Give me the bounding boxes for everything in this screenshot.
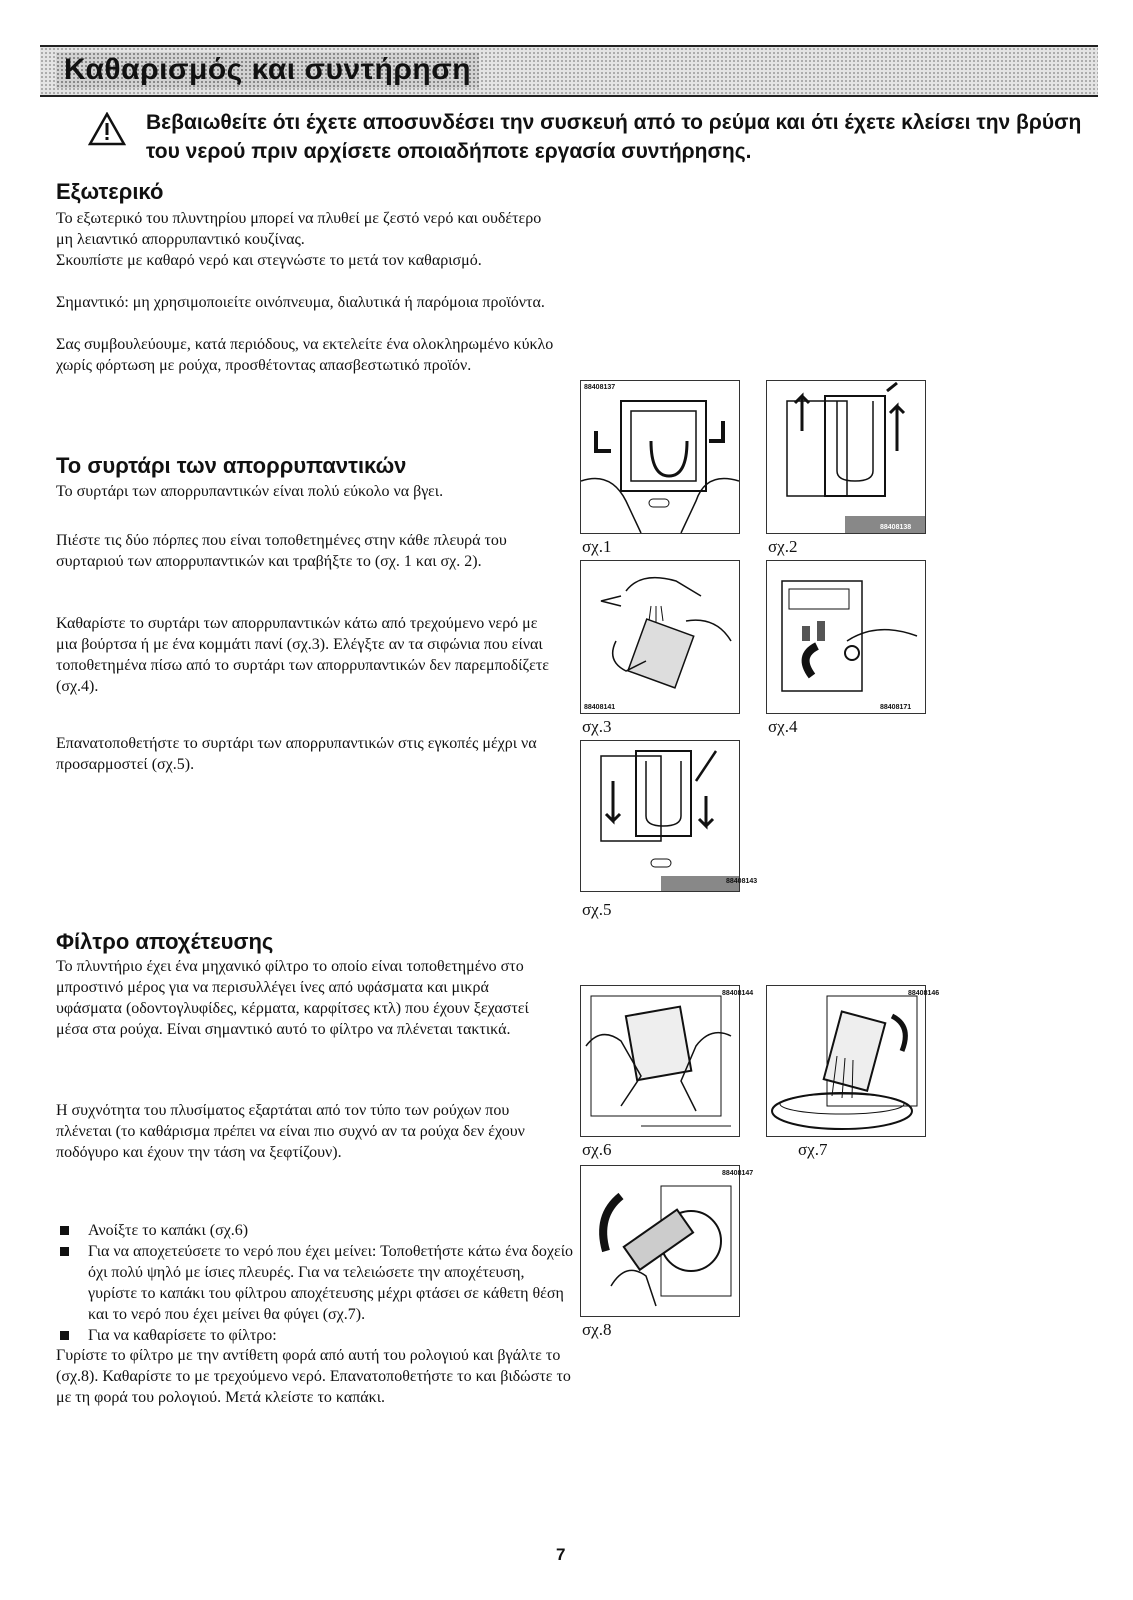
filter-closing-paragraph: Γυρίστε το φίλτρο με την αντίθετη φορά από αυτή του ρολογιού και βγάλτε το (σχ.8). Καθαρίστε το με τρεχούμενο νερό. Επανατοποθετήστε το και βιδώστε το με τη φορά του ρολογιού. Μετά κλείστε το καπάκι. <box>56 1347 571 1406</box>
list-item <box>56 1241 576 1325</box>
figure-7-drain-water <box>766 985 926 1137</box>
figure-code: 88408147 <box>722 1170 754 1177</box>
list-item-text: Ανοίξτε το καπάκι (σχ.6) <box>88 1222 249 1239</box>
figure-8-caption: σχ.8 <box>582 1320 612 1339</box>
warning-triangle-icon <box>88 112 126 146</box>
filter-paragraph-1: Το πλυντήριο έχει ένα μηχανικό φίλτρο το οποίο είναι τοποθετημένο στο μπροστινό μέρος για να περισυλλέγει ίνες από υφάσματα και μικρά υφάσματα (οδοντογλυφίδες, κέρματα, καρφίτσες κτλ) που έχουν ξεχαστεί μέσα στα ρούχα. Είναι σημαντικό αυτό το φίλτρο να πλένεται τακτικά. <box>56 958 529 1038</box>
drawer-paragraph-1: Το συρτάρι των απορρυπαντικών είναι πολύ εύκολο να βγει. <box>56 483 444 500</box>
page-number: 7 <box>556 1545 566 1564</box>
figure-code: 88408146 <box>908 990 940 997</box>
figure-code: 88408144 <box>722 990 754 997</box>
figure-7-caption: σχ.7 <box>798 1140 828 1159</box>
exterior-paragraph-3: Σημαντικό: μη χρησιμοποιείτε οινόπνευμα, διαλυτικά ή παρόμοια προϊόντα. <box>56 294 545 311</box>
filter-paragraph-2: Η συχνότητα του πλυσίματος εξαρτάται από τον τύπο των ρούχων που πλένεται (το καθάρισμα πρέπει να είναι πιο συχνό αν τα ρούχα δεν έχουν ποδόγυρο και έχουν την τάση να ξεφτίζουν). <box>56 1102 525 1161</box>
figure-1-caption: σχ.1 <box>582 537 612 556</box>
bullet-square-icon <box>60 1331 69 1340</box>
figure-3-caption: σχ.3 <box>582 717 612 736</box>
list-item <box>56 1325 576 1346</box>
figure-3-drawer-washing <box>580 560 740 714</box>
heading-exterior: Εξωτερικό <box>56 179 164 204</box>
bullet-square-icon <box>60 1247 69 1256</box>
figure-8-remove-filter <box>580 1165 740 1317</box>
page-title: Καθαρισμός και συντήρηση <box>56 52 479 88</box>
figure-6-caption: σχ.6 <box>582 1140 612 1159</box>
figure-2-drawer-removed <box>766 380 926 534</box>
list-item-text: Για να αποχετεύσετε το νερό που έχει μείνει: Τοποθετήστε κάτω ένα δοχείο όχι πολύ ψηλό με ίσιες πλευρές. Για να τελειώσετε την αποχέτευση, γυρίστε το καπάκι του φίλτρου αποχέτευσης μέχρι φτάσει σε κάθετη θέση και το νερό που έχει μείνει θα φύγει (σχ.7). <box>88 1243 574 1323</box>
figure-4-caption: σχ.4 <box>768 717 798 736</box>
figure-code: 88408137 <box>584 384 616 391</box>
exterior-paragraph-1: Το εξωτερικό του πλυντηρίου μπορεί να πλυθεί με ζεστό νερό και ουδέτερο μη λειαντικό απορρυπαντικό κουζίνας. <box>56 210 542 248</box>
figure-code: 88408141 <box>584 704 616 711</box>
figure-4-siphon-check <box>766 560 926 714</box>
bullet-square-icon <box>60 1226 69 1235</box>
exterior-paragraph-4: Σας συμβουλεύουμε, κατά περιόδους, να εκτελείτε ένα ολοκληρωμένο κύκλο χωρίς φόρτωση με ρούχα, προσθέτοντας απασβεστωτικό προϊόν. <box>56 336 554 374</box>
drawer-paragraph-2: Πιέστε τις δύο πόρπες που είναι τοποθετημένες στην κάθε πλευρά του συρταριού των απορρυπαντικών και τραβήξτε το (σχ. 1 και σχ. 2). <box>56 532 507 570</box>
figure-code: 88408138 <box>880 524 912 531</box>
figure-code: 88408143 <box>726 878 758 885</box>
figure-2-caption: σχ.2 <box>768 537 798 556</box>
filter-steps-list <box>56 1220 576 1346</box>
warning-text: Βεβαιωθείτε ότι έχετε αποσυνδέσει την συσκευή από το ρεύμα και ότι έχετε κλείσει την βρύση του νερού πριν αρχίσετε οποιαδήποτε εργασία συντήρησης. <box>146 111 1082 163</box>
figure-5-caption: σχ.5 <box>582 900 612 919</box>
drawer-paragraph-4: Επανατοποθετήστε το συρτάρι των απορρυπαντικών στις εγκοπές μέχρι να προσαρμοστεί (σχ.5). <box>56 735 537 773</box>
figure-1-drawer-pull <box>580 380 740 534</box>
figure-5-drawer-reinsert <box>580 740 740 892</box>
heading-detergent-drawer: Το συρτάρι των απορρυπαντικών <box>56 453 407 478</box>
figure-6-open-cover <box>580 985 740 1137</box>
exterior-paragraph-2: Σκουπίστε με καθαρό νερό και στεγνώστε το μετά τον καθαρισμό. <box>56 252 482 269</box>
list-item-text: Για να καθαρίσετε το φίλτρο: <box>88 1327 277 1344</box>
figure-code: 88408171 <box>880 704 912 711</box>
list-item <box>56 1220 576 1241</box>
heading-drain-filter: Φίλτρο αποχέτευσης <box>56 929 274 954</box>
drawer-paragraph-3: Καθαρίστε το συρτάρι των απορρυπαντικών κάτω από τρεχούμενο νερό με μια βούρτσα ή με ένα κομμάτι πανί (σχ.3). Ελέγξτε αν τα σιφώνια που είναι τοποθετημένα πίσω από το συρτάρι των απορρυπαντικών δεν παρεμποδίζετε (σχ.4). <box>56 615 549 695</box>
